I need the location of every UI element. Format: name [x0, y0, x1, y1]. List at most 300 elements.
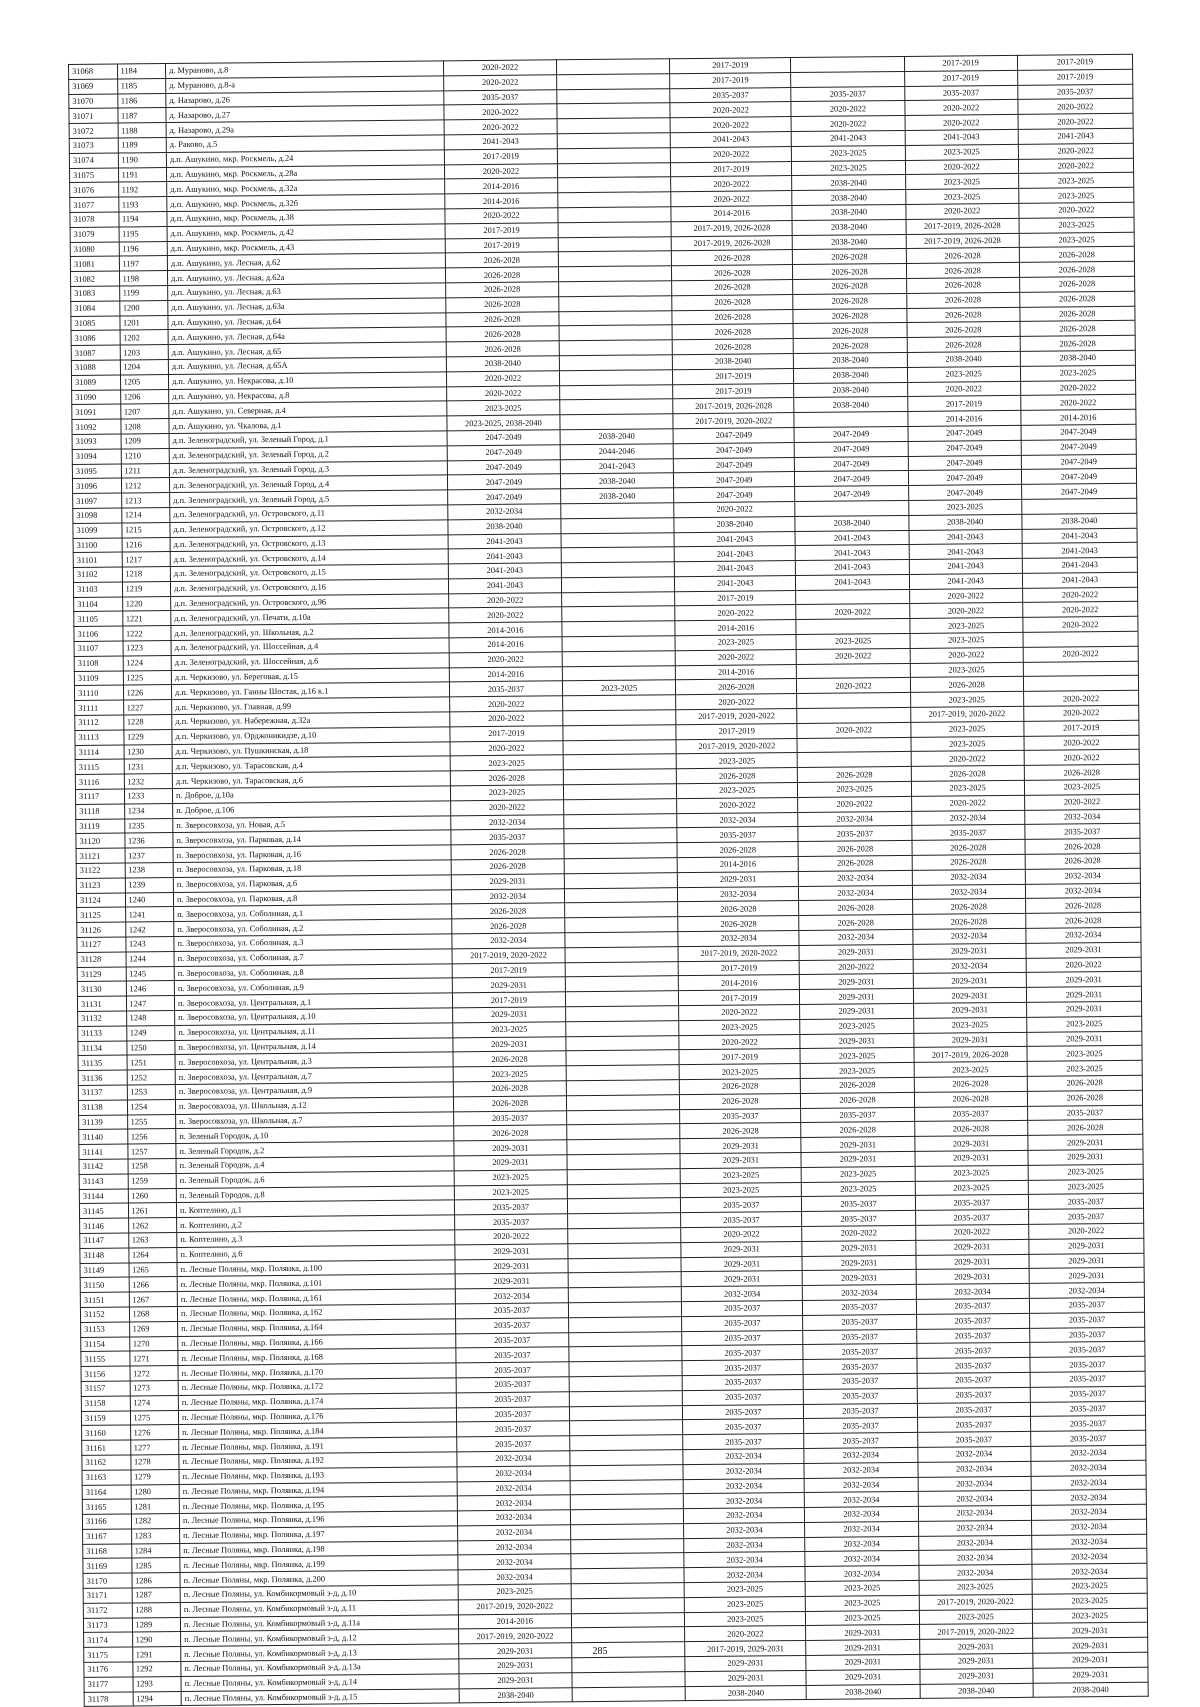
- table-cell: 31147: [80, 1233, 129, 1248]
- table-cell: 31113: [75, 730, 124, 745]
- table-cell: 2026-2028: [672, 294, 793, 310]
- table-cell: 2038-2040: [792, 175, 905, 191]
- table-cell: [571, 1583, 684, 1599]
- table-cell: 2026-2028: [906, 307, 1019, 323]
- table-cell: [795, 500, 908, 516]
- table-cell: п. Зверосовхоза, ул. Соболиная, д.8: [174, 963, 452, 980]
- table-cell: 2023-2025: [685, 1611, 806, 1627]
- table-cell: д.п. Зеленоградский, ул. Печати, д.10а: [171, 608, 449, 625]
- table-cell: 1189: [118, 138, 167, 153]
- table-cell: 2017-2019, 2026-2028: [906, 233, 1019, 249]
- table-cell: 2014-2016: [677, 857, 798, 873]
- table-cell: 31119: [76, 819, 125, 834]
- table-cell: 2020-2022: [798, 796, 911, 812]
- table-cell: [565, 961, 678, 977]
- table-cell: 2026-2028: [801, 1122, 914, 1138]
- table-cell: п. Лесные Поляны, мкр. Полянка, д.191: [179, 1437, 457, 1454]
- table-cell: д.п. Ашукино, ул. Некрасова, д.10: [168, 372, 446, 389]
- table-cell: 2020-2022: [1024, 794, 1139, 810]
- table-cell: д.п. Ашукино, ул. Лесная, д.64: [168, 312, 446, 329]
- table-cell: [559, 355, 672, 371]
- table-cell: 2032-2034: [805, 1566, 918, 1582]
- table-cell: 2035-2037: [456, 1421, 569, 1437]
- table-cell: [558, 177, 671, 193]
- table-cell: 2020-2022: [796, 604, 909, 620]
- table-cell: п. Коптелино, д.6: [177, 1245, 455, 1262]
- table-cell: п. Зверосовхоза, ул. Центральная, д.10: [175, 1008, 453, 1025]
- table-cell: [570, 1435, 683, 1451]
- table-cell: 31107: [74, 641, 123, 656]
- table-cell: 2023-2025: [909, 618, 1022, 634]
- table-cell: 31079: [70, 227, 119, 242]
- table-cell: 2029-2031: [916, 1254, 1029, 1270]
- table-cell: 2035-2037: [456, 1406, 569, 1422]
- table-cell: 1268: [129, 1306, 178, 1321]
- table-cell: 2047-2049: [908, 455, 1021, 471]
- table-cell: 2041-2043: [674, 531, 795, 547]
- table-cell: 2023-2025: [911, 736, 1024, 752]
- table-cell: 2032-2034: [912, 928, 1025, 944]
- table-cell: 31111: [75, 700, 124, 715]
- table-cell: 1285: [131, 1558, 180, 1573]
- table-cell: 2038-2040: [793, 234, 906, 250]
- document-table-container: [68, 54, 1149, 1707]
- table-cell: 2020-2022: [797, 722, 910, 738]
- table-cell: 2032-2034: [805, 1551, 918, 1567]
- table-cell: 2026-2028: [1025, 838, 1140, 854]
- table-cell: [562, 636, 675, 652]
- table-cell: 31169: [83, 1558, 132, 1573]
- table-cell: д. Назарово, д.29а: [166, 120, 444, 137]
- table-cell: 31104: [74, 597, 123, 612]
- table-cell: 2017-2019: [445, 237, 558, 253]
- table-cell: 1205: [120, 374, 169, 389]
- table-cell: 2035-2037: [803, 1314, 916, 1330]
- table-cell: [565, 902, 678, 918]
- table-cell: 2029-2031: [1026, 986, 1141, 1002]
- table-cell: 2029-2031: [454, 1155, 567, 1171]
- table-cell: 1264: [128, 1247, 177, 1262]
- table-cell: 2032-2034: [684, 1508, 805, 1524]
- table-cell: 31160: [82, 1425, 131, 1440]
- table-cell: [571, 1538, 684, 1554]
- table-cell: 2029-2031: [806, 1654, 919, 1670]
- table-cell: 2035-2037: [1027, 1105, 1142, 1121]
- table-cell: 2029-2031: [454, 1140, 567, 1156]
- table-cell: 31173: [83, 1618, 132, 1633]
- table-cell: 2032-2034: [681, 1286, 802, 1302]
- table-cell: [556, 59, 669, 75]
- table-cell: 2017-2019: [450, 726, 563, 742]
- table-cell: 2032-2034: [1031, 1490, 1146, 1506]
- table-cell: [563, 754, 676, 770]
- table-cell: 1263: [128, 1232, 177, 1247]
- table-cell: 1212: [121, 478, 170, 493]
- table-cell: 2017-2019: [670, 58, 791, 74]
- table-cell: 2029-2031: [916, 1269, 1029, 1285]
- table-cell: 2041-2043: [674, 546, 795, 562]
- table-cell: 2026-2028: [445, 282, 558, 298]
- table-cell: 2032-2034: [1031, 1445, 1146, 1461]
- table-cell: 1279: [130, 1469, 179, 1484]
- table-cell: 2023-2025: [562, 680, 675, 696]
- table-cell: 2017-2019: [673, 368, 794, 384]
- table-cell: 2020-2022: [911, 751, 1024, 767]
- table-cell: 2017-2019: [675, 590, 796, 606]
- table-cell: 31128: [77, 952, 126, 967]
- table-cell: 2017-2019, 2026-2028: [671, 235, 792, 251]
- table-cell: [561, 532, 674, 548]
- table-cell: 31167: [83, 1529, 132, 1544]
- table-cell: 31177: [84, 1677, 133, 1692]
- table-cell: [1023, 661, 1138, 677]
- table-cell: п. Лесные Поляны, мкр. Полянка, д.198: [180, 1541, 458, 1558]
- table-cell: 31166: [82, 1514, 131, 1529]
- table-cell: д.п. Черкизово, ул. Пушкинская, д.18: [172, 742, 450, 759]
- table-cell: 31138: [78, 1100, 127, 1115]
- table-cell: 2035-2037: [456, 1347, 569, 1363]
- table-cell: 2020-2022: [1028, 1223, 1143, 1239]
- table-cell: 1269: [129, 1321, 178, 1336]
- table-cell: 2029-2031: [455, 1258, 568, 1274]
- table-cell: 31102: [73, 567, 122, 582]
- table-cell: 2029-2031: [451, 874, 564, 890]
- table-cell: 2035-2037: [682, 1374, 803, 1390]
- table-cell: 2032-2034: [916, 1283, 1029, 1299]
- table-cell: 2023-2025: [684, 1582, 805, 1598]
- table-cell: [791, 71, 904, 87]
- table-cell: 1258: [128, 1158, 177, 1173]
- table-cell: 2026-2028: [907, 322, 1020, 338]
- table-cell: 2038-2040: [561, 488, 674, 504]
- table-cell: 2032-2034: [913, 958, 1026, 974]
- table-cell: 2032-2034: [805, 1477, 918, 1493]
- table-cell: 2026-2028: [452, 918, 565, 934]
- table-cell: 2014-2016: [445, 193, 558, 209]
- table-cell: [565, 976, 678, 992]
- table-cell: 1265: [129, 1262, 178, 1277]
- table-cell: 2023-2025: [910, 632, 1023, 648]
- table-cell: 2041-2043: [670, 132, 791, 148]
- table-cell: 2029-2031: [680, 1152, 801, 1168]
- table-cell: 31103: [73, 582, 122, 597]
- table-cell: 2032-2034: [1025, 868, 1140, 884]
- table-cell: п. Зверосовхоза, ул. Центральная, д.7: [175, 1067, 453, 1084]
- table-cell: 2041-2043: [1018, 128, 1133, 144]
- table-cell: 2017-2019, 2020-2022: [676, 709, 797, 725]
- table-cell: 1250: [126, 1040, 175, 1055]
- table-cell: 2017-2019, 2020-2022: [678, 945, 799, 961]
- table-cell: 1227: [123, 700, 172, 715]
- table-cell: 2026-2028: [1020, 335, 1135, 351]
- table-cell: 2035-2037: [917, 1387, 1030, 1403]
- table-cell: 2026-2028: [910, 677, 1023, 693]
- table-cell: 2029-2031: [914, 1136, 1027, 1152]
- table-cell: 1280: [131, 1484, 180, 1499]
- table-cell: [558, 236, 671, 252]
- table-cell: 2035-2037: [802, 1196, 915, 1212]
- table-cell: 2023-2025: [802, 1166, 915, 1182]
- table-cell: 2020-2022: [1020, 395, 1135, 411]
- table-cell: 31133: [78, 1026, 127, 1041]
- table-cell: 31077: [70, 197, 119, 212]
- table-cell: 2047-2049: [447, 489, 560, 505]
- table-cell: 2047-2049: [795, 456, 908, 472]
- table-cell: п. Зверосовхоза, ул. Новая, д.5: [173, 816, 451, 833]
- table-cell: д. Мураново, д.8: [166, 61, 444, 78]
- table-cell: 31115: [75, 759, 124, 774]
- table-cell: [562, 591, 675, 607]
- table-cell: 2035-2037: [456, 1377, 569, 1393]
- table-cell: 2026-2028: [1019, 291, 1134, 307]
- table-cell: 1194: [118, 212, 167, 227]
- table-cell: 1202: [120, 330, 169, 345]
- table-cell: 2035-2037: [1028, 1208, 1143, 1224]
- table-cell: 2032-2034: [684, 1567, 805, 1583]
- table-cell: 1197: [119, 256, 168, 271]
- table-cell: 2035-2037: [916, 1343, 1029, 1359]
- table-cell: 2032-2034: [805, 1492, 918, 1508]
- table-cell: 2023-2025: [1019, 217, 1134, 233]
- table-cell: 1244: [126, 951, 175, 966]
- table-cell: 2020-2022: [1022, 587, 1137, 603]
- table-cell: 1228: [123, 715, 172, 730]
- table-cell: [557, 74, 670, 90]
- table-cell: [560, 399, 673, 415]
- table-cell: 2047-2049: [908, 484, 1021, 500]
- table-cell: 2023-2025: [680, 1182, 801, 1198]
- table-cell: 31080: [70, 242, 119, 257]
- table-cell: 31082: [70, 271, 119, 286]
- table-cell: 2029-2031: [681, 1256, 802, 1272]
- table-cell: 2029-2031: [915, 1239, 1028, 1255]
- table-cell: 2035-2037: [681, 1197, 802, 1213]
- table-cell: 2032-2034: [457, 1465, 570, 1481]
- table-cell: [567, 1154, 680, 1170]
- table-cell: 2026-2028: [450, 770, 563, 786]
- table-cell: 2032-2034: [683, 1448, 804, 1464]
- table-cell: 31069: [69, 79, 118, 94]
- table-cell: 2032-2034: [805, 1521, 918, 1537]
- table-cell: 1292: [132, 1662, 181, 1677]
- table-cell: 2020-2022: [676, 694, 797, 710]
- table-cell: п. Коптелино, д.2: [177, 1215, 455, 1232]
- table-cell: п. Лесные Поляны, мкр. Полянка, д.194: [179, 1481, 457, 1498]
- table-cell: 1219: [122, 581, 171, 596]
- table-cell: 1226: [123, 685, 172, 700]
- table-cell: 1266: [129, 1277, 178, 1292]
- table-cell: 2035-2037: [804, 1388, 917, 1404]
- table-cell: 2017-2019, 2026-2028: [671, 220, 792, 236]
- table-cell: 2035-2037: [915, 1195, 1028, 1211]
- table-cell: 2020-2022: [905, 159, 1018, 175]
- table-cell: д.п. Зеленоградский, ул. Островского, д.11: [170, 505, 448, 522]
- table-cell: 2047-2049: [794, 426, 907, 442]
- table-cell: 2035-2037: [914, 1106, 1027, 1122]
- table-cell: 2047-2049: [674, 487, 795, 503]
- table-cell: 2038-2040: [560, 429, 673, 445]
- table-cell: д.п. Ашукино, ул. Северная, д.4: [169, 401, 447, 418]
- table-cell: 2023-2025: [910, 692, 1023, 708]
- table-cell: 2026-2028: [676, 679, 797, 695]
- table-cell: 2032-2034: [911, 810, 1024, 826]
- table-cell: 2017-2019: [1017, 54, 1132, 70]
- table-cell: [563, 695, 676, 711]
- table-cell: 1281: [131, 1499, 180, 1514]
- table-cell: 2041-2043: [905, 129, 1018, 145]
- table-cell: 1286: [131, 1573, 180, 1588]
- table-cell: 2017-2019, 2020-2022: [458, 1599, 571, 1615]
- table-cell: 2032-2034: [458, 1569, 571, 1585]
- table-cell: 1223: [123, 641, 172, 656]
- table-cell: 2035-2037: [449, 681, 562, 697]
- table-cell: 2035-2037: [804, 1418, 917, 1434]
- table-cell: 31112: [75, 715, 124, 730]
- table-cell: 2029-2031: [1033, 1652, 1148, 1668]
- table-cell: 2023-2025: [792, 145, 905, 161]
- table-cell: 2032-2034: [918, 1550, 1031, 1566]
- table-cell: 1231: [124, 759, 173, 774]
- table-cell: [559, 295, 672, 311]
- table-cell: 2023-2025: [1024, 779, 1139, 795]
- table-cell: 31114: [75, 745, 124, 760]
- table-cell: 2017-2019: [679, 990, 800, 1006]
- table-cell: 2029-2031: [459, 1643, 572, 1659]
- table-cell: 2041-2043: [448, 548, 561, 564]
- table-cell: [570, 1494, 683, 1510]
- table-cell: 2023-2025: [684, 1596, 805, 1612]
- table-cell: 2029-2031: [803, 1270, 916, 1286]
- table-cell: 2041-2043: [792, 130, 905, 146]
- table-cell: 2020-2022: [797, 648, 910, 664]
- table-cell: д.п. Ашукино, мкр. Роскмель, д.43: [167, 238, 445, 255]
- table-cell: п. Зверосовхоза, ул. Центральная, д.14: [175, 1037, 453, 1054]
- table-cell: 1276: [130, 1425, 179, 1440]
- table-cell: 2020-2022: [802, 1225, 915, 1241]
- table-cell: 2023-2025: [908, 499, 1021, 515]
- table-cell: 31152: [80, 1307, 129, 1322]
- table-cell: [568, 1213, 681, 1229]
- table-cell: 1243: [125, 937, 174, 952]
- table-cell: 2023-2025: [675, 635, 796, 651]
- table-cell: п. Лесные Поляны, ул. Комбикормовый з-д, д.15: [181, 1688, 459, 1705]
- table-cell: 2029-2031: [681, 1271, 802, 1287]
- table-cell: п. Лесные Поляны, мкр. Полянка, д.197: [180, 1526, 458, 1543]
- table-cell: 31141: [79, 1144, 128, 1159]
- table-cell: 2020-2022: [909, 603, 1022, 619]
- table-cell: 2029-2031: [681, 1241, 802, 1257]
- table-cell: 2020-2022: [909, 588, 1022, 604]
- table-cell: 1249: [126, 1025, 175, 1040]
- table-cell: 2017-2019, 2026-2028: [673, 398, 794, 414]
- table-cell: д.п. Ашукино, ул. Некрасова, д.8: [169, 386, 447, 403]
- table-cell: [564, 843, 677, 859]
- table-cell: 2023-2025: [1019, 232, 1134, 248]
- table-cell: 1218: [122, 567, 171, 582]
- table-cell: 1195: [119, 226, 168, 241]
- table-cell: 2029-2031: [800, 989, 913, 1005]
- table-cell: 1211: [121, 463, 170, 478]
- table-cell: 2038-2040: [792, 190, 905, 206]
- table-cell: 2029-2031: [452, 977, 565, 993]
- table-cell: 2035-2037: [453, 1110, 566, 1126]
- table-cell: 2035-2037: [455, 1317, 568, 1333]
- table-cell: 2020-2022: [905, 115, 1018, 131]
- table-cell: 2014-2016: [1021, 409, 1136, 425]
- table-cell: 2029-2031: [800, 974, 913, 990]
- table-cell: 2020-2022: [1019, 202, 1134, 218]
- table-cell: 2044-2046: [560, 443, 673, 459]
- table-cell: 31081: [70, 256, 119, 271]
- table-cell: 2026-2028: [1027, 1120, 1142, 1136]
- table-cell: 2017-2019: [676, 723, 797, 739]
- table-cell: 2023-2025: [905, 144, 1018, 160]
- table-cell: 2047-2049: [673, 427, 794, 443]
- table-cell: 1288: [132, 1602, 181, 1617]
- table-cell: 2035-2037: [804, 1373, 917, 1389]
- table-cell: п. Зверосовхоза, ул. Центральная, д.9: [175, 1082, 453, 1099]
- table-cell: п. Зверосовхоза, ул. Соболиная, д.2: [174, 919, 452, 936]
- table-cell: 2032-2034: [799, 885, 912, 901]
- table-cell: 2026-2028: [679, 1078, 800, 1094]
- table-cell: 2035-2037: [682, 1330, 803, 1346]
- table-cell: [566, 1065, 679, 1081]
- table-cell: 2035-2037: [804, 1433, 917, 1449]
- table-cell: 1252: [127, 1070, 176, 1085]
- table-cell: д.п. Черкизово, ул. Главная, д.99: [172, 697, 450, 714]
- table-cell: 2029-2031: [455, 1244, 568, 1260]
- table-cell: 2035-2037: [456, 1362, 569, 1378]
- table-cell: 2020-2022: [450, 800, 563, 816]
- table-cell: п. Лесные Поляны, мкр. Полянка, д.196: [179, 1511, 457, 1528]
- table-cell: 31100: [73, 538, 122, 553]
- table-cell: 2035-2037: [1028, 1194, 1143, 1210]
- table-cell: 2035-2037: [917, 1417, 1030, 1433]
- table-cell: 2041-2043: [796, 545, 909, 561]
- table-cell: 2023-2025: [806, 1610, 919, 1626]
- table-cell: 2032-2034: [918, 1461, 1031, 1477]
- table-cell: 31146: [80, 1218, 129, 1233]
- table-cell: 2029-2031: [453, 1036, 566, 1052]
- table-cell: 2026-2028: [678, 916, 799, 932]
- table-cell: 2035-2037: [801, 1107, 914, 1123]
- table-cell: 1193: [118, 197, 167, 212]
- table-cell: [562, 651, 675, 667]
- table-cell: [570, 1509, 683, 1525]
- table-cell: [565, 991, 678, 1007]
- table-cell: 2023-2025: [1032, 1578, 1147, 1594]
- table-cell: д. Раково, д.5: [166, 135, 444, 152]
- table-cell: 31139: [79, 1115, 128, 1130]
- table-cell: 2026-2028: [801, 1077, 914, 1093]
- table-cell: 2023-2025: [450, 785, 563, 801]
- table-cell: 2014-2016: [444, 178, 557, 194]
- table-cell: [568, 1272, 681, 1288]
- table-cell: [796, 589, 909, 605]
- table-cell: 2041-2043: [448, 563, 561, 579]
- table-cell: [557, 103, 670, 119]
- table-cell: 2026-2028: [793, 249, 906, 265]
- table-cell: 1282: [131, 1514, 180, 1529]
- table-cell: 31140: [79, 1129, 128, 1144]
- table-cell: 2041-2043: [796, 574, 909, 590]
- table-cell: 1220: [122, 596, 171, 611]
- table-cell: п. Зверосовхоза, ул. Соболиная, д.1: [174, 904, 452, 921]
- table-cell: 31150: [80, 1277, 129, 1292]
- table-cell: 2017-2019, 2020-2022: [458, 1628, 571, 1644]
- table-cell: 2026-2028: [793, 308, 906, 324]
- table-cell: [572, 1627, 685, 1643]
